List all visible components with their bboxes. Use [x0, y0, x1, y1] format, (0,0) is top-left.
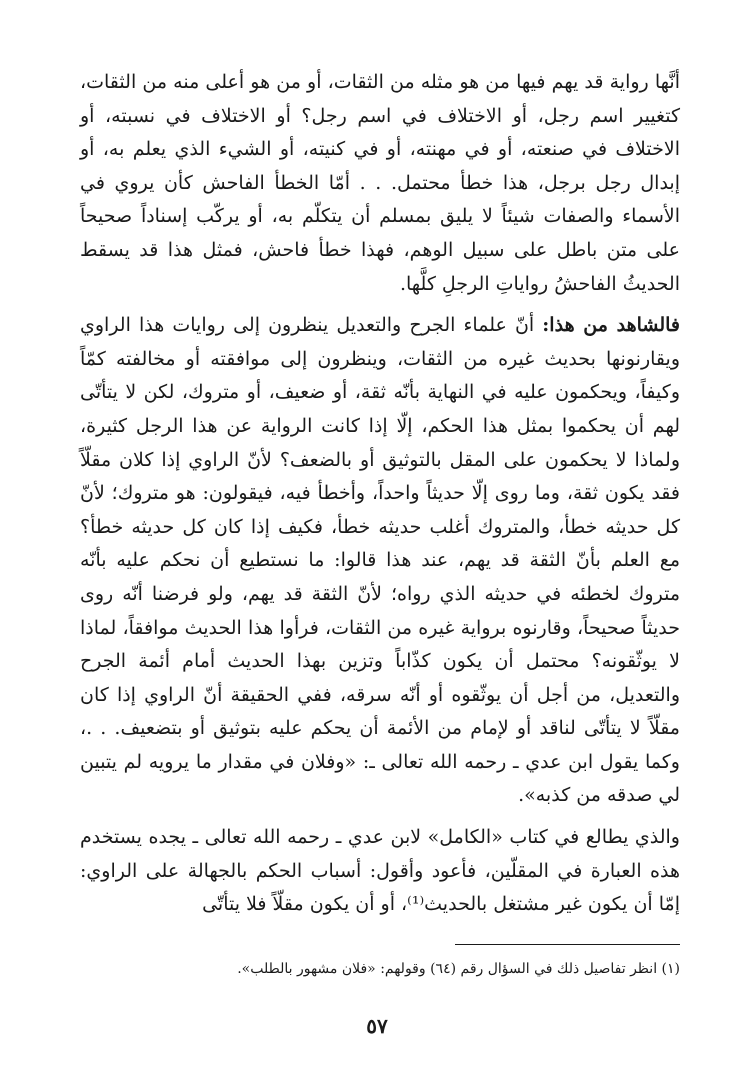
footnote-divider	[455, 944, 680, 945]
paragraph-2-text: أنّ علماء الجرح والتعديل ينظرون إلى روايات هذا الراوي ويقارنونها بحديث غيره من الثقات، وينظرون إلى موافقته أو مخالفته كمّاً وكيفاً، ويحكمون عليه في النهاية بأنّه ثقة، أو ضعيف، أو متروك، لكن لا يتأتّى لهم أن يحكموا بمثل هذا الحكم، إلّا إذا كانت الرواية عن هذا الرجل كثيرة، ولماذا لا يحكمون على المقل بالتوثيق أو بالضعف؟ لأنّ الراوي إذا كلان مقلّاً فقد يكون ثقة، وما روى إلّا حديثاً واحداً، وأخطأ فيه، فيقولون: هو متروك؛ لأنّ كل حديثه خطأ، والمتروك أغلب حديثه خطأ، فكيف إذا كان كل حديثه خطأ؟ مع العلم بأنّ الثقة قد يهم، عند هذا قالوا: ما نستطيع أن نحكم عليه بأنّه متروك لخطئه في حديثه الذي رواه؛ لأنّ الثقة قد يهم، ولو فرضنا أنّه روى حديثاً صحيحاً، وقارنوه برواية غيره من الثقات، فرأوا هذا الحديث موافقاً، لماذا لا يوثّقونه؟ محتمل أن يكون كذّاباً وتزين بهذا الحديث أمام أئمة الجرح والتعديل، من أجل أن يوثّقوه أو أنّه سرقه، ففي الحقيقة أنّ الراوي إذا كان مقلّاً لا يتأتّى لناقد أو لإمام من الأئمة أن يحكم عليه بتوثيق أو بتضعيف. . .، وكما يقول ابن عدي ـ رحمه الله تعالى ـ: «وفلان في مقدار ما يرويه لم يتبين لي صدقه من كذبه».	[80, 314, 680, 807]
paragraph-1: أنَّها رواية قد يهم فيها من هو مثله من الثقات، أو من هو أعلى منه من الثقات، كتغيير اسم رجل، أو الاختلاف في اسم رجل؟ أو الاختلاف في نسبته، أو الاختلاف في صنعته، أو في مهنته، أو في كنيته، أو الشيء الذي يعلم به، أو إبدال رجل برجل، هذا خطأ محتمل. . . أمّا الخطأ الفاحش كأن يروي في الأسماء والصفات شيئاً لا يليق بمسلم أن يتكلّم به، أو يركّب إسناداً صحيحاً على متن باطل على سبيل الوهم، فهذا خطأ فاحش، فمثل هذا قد يسقط الحديثُ الفاحشُ رواياتِ الرجلِ كلَّها.	[80, 71, 680, 295]
paragraph-2-lead: فالشاهد من هذا:	[542, 314, 680, 337]
paragraph-2	[80, 309, 680, 813]
page-number: ٥٧	[366, 1014, 388, 1038]
page-body	[80, 66, 680, 922]
paragraph-3: والذي يطالع في كتاب «الكامل» لابن عدي ـ رحمه الله تعالى ـ يجده يستخدم هذه العبارة في المقلّين، فأعود وأقول: أسباب الحكم بالجهالة على الراوي: إمّا أن يكون غير مشتغل بالحديث⁽¹⁾، أو أن يكون مقلّاً فلا يتأتّى	[80, 826, 680, 916]
footnote: (١) انظر تفاصيل ذلك في السؤال رقم (٦٤) وقولهم: «فلان مشهور بالطلب».	[237, 961, 680, 977]
